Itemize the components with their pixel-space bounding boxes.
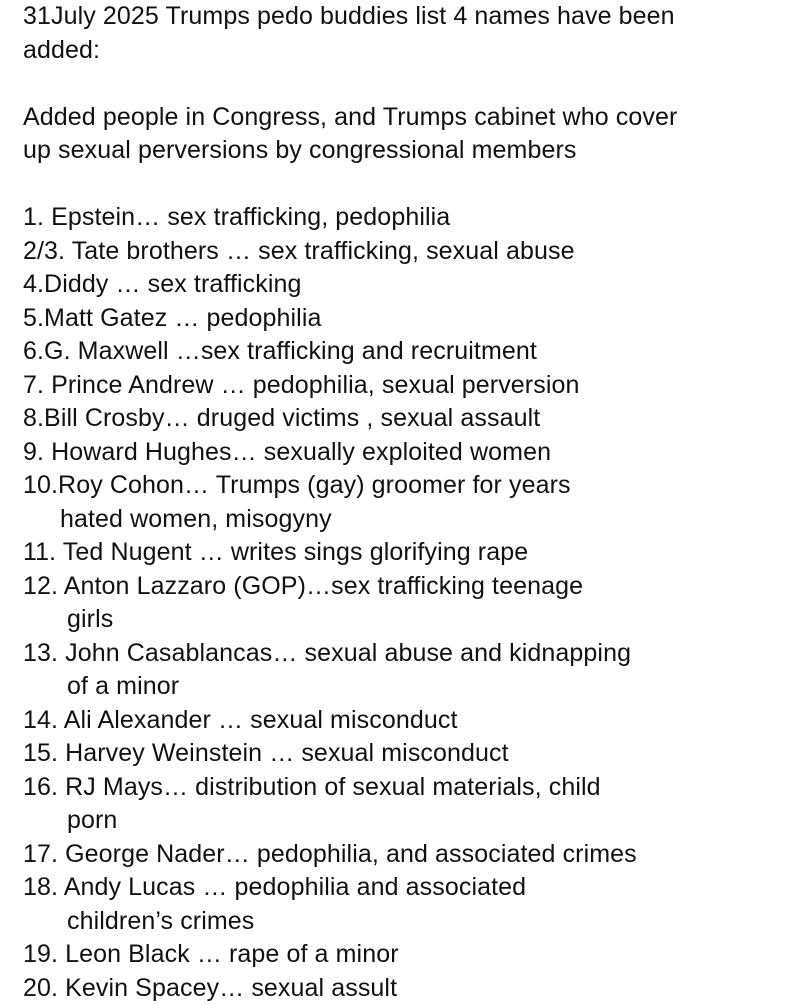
spacer <box>23 67 793 101</box>
list-item: 15. Harvey Weinstein … sexual misconduct <box>23 737 793 771</box>
list-item: 11. Ted Nugent … writes sings glorifying rape <box>23 536 793 570</box>
list-item-continuation: children’s crimes <box>23 905 793 939</box>
title-line-2: added: <box>23 34 793 68</box>
list-item: 10.Roy Cohon… Trumps (gay) groomer for years <box>23 469 793 503</box>
spacer <box>23 168 793 202</box>
list-item-continuation: girls <box>23 603 793 637</box>
list-item: 18. Andy Lucas … pedophilia and associated <box>23 871 793 905</box>
list-item: 12. Anton Lazzaro (GOP)…sex trafficking teenage <box>23 570 793 604</box>
list-item-continuation: of a minor <box>23 670 793 704</box>
intro-line-1: Added people in Congress, and Trumps cabinet who cover <box>23 101 793 135</box>
list-item: 6.G. Maxwell …sex trafficking and recruitment <box>23 335 793 369</box>
list-item: 14. Ali Alexander … sexual misconduct <box>23 704 793 738</box>
list-item: 5.Matt Gatez … pedophilia <box>23 302 793 336</box>
intro-line-2: up sexual perversions by congressional members <box>23 134 793 168</box>
list-item: 16. RJ Mays… distribution of sexual materials, child <box>23 771 793 805</box>
list-item-continuation: porn <box>23 804 793 838</box>
list-item: 1. Epstein… sex trafficking, pedophilia <box>23 201 793 235</box>
note-document <box>23 0 793 1005</box>
list-item: 7. Prince Andrew … pedophilia, sexual perversion <box>23 369 793 403</box>
list-item: 17. George Nader… pedophilia, and associated crimes <box>23 838 793 872</box>
title-line-1: 31July 2025 Trumps pedo buddies list 4 names have been <box>23 0 793 34</box>
list-item: 8.Bill Crosby… druged victims , sexual assault <box>23 402 793 436</box>
list-item: 20. Kevin Spacey… sexual assult <box>23 972 793 1005</box>
list-item: 13. John Casablancas… sexual abuse and kidnapping <box>23 637 793 671</box>
list-item: 4.Diddy … sex trafficking <box>23 268 793 302</box>
list-item: 2/3. Tate brothers … sex trafficking, sexual abuse <box>23 235 793 269</box>
list-item-continuation: hated women, misogyny <box>23 503 793 537</box>
list-item: 19. Leon Black … rape of a minor <box>23 938 793 972</box>
list-item: 9. Howard Hughes… sexually exploited women <box>23 436 793 470</box>
